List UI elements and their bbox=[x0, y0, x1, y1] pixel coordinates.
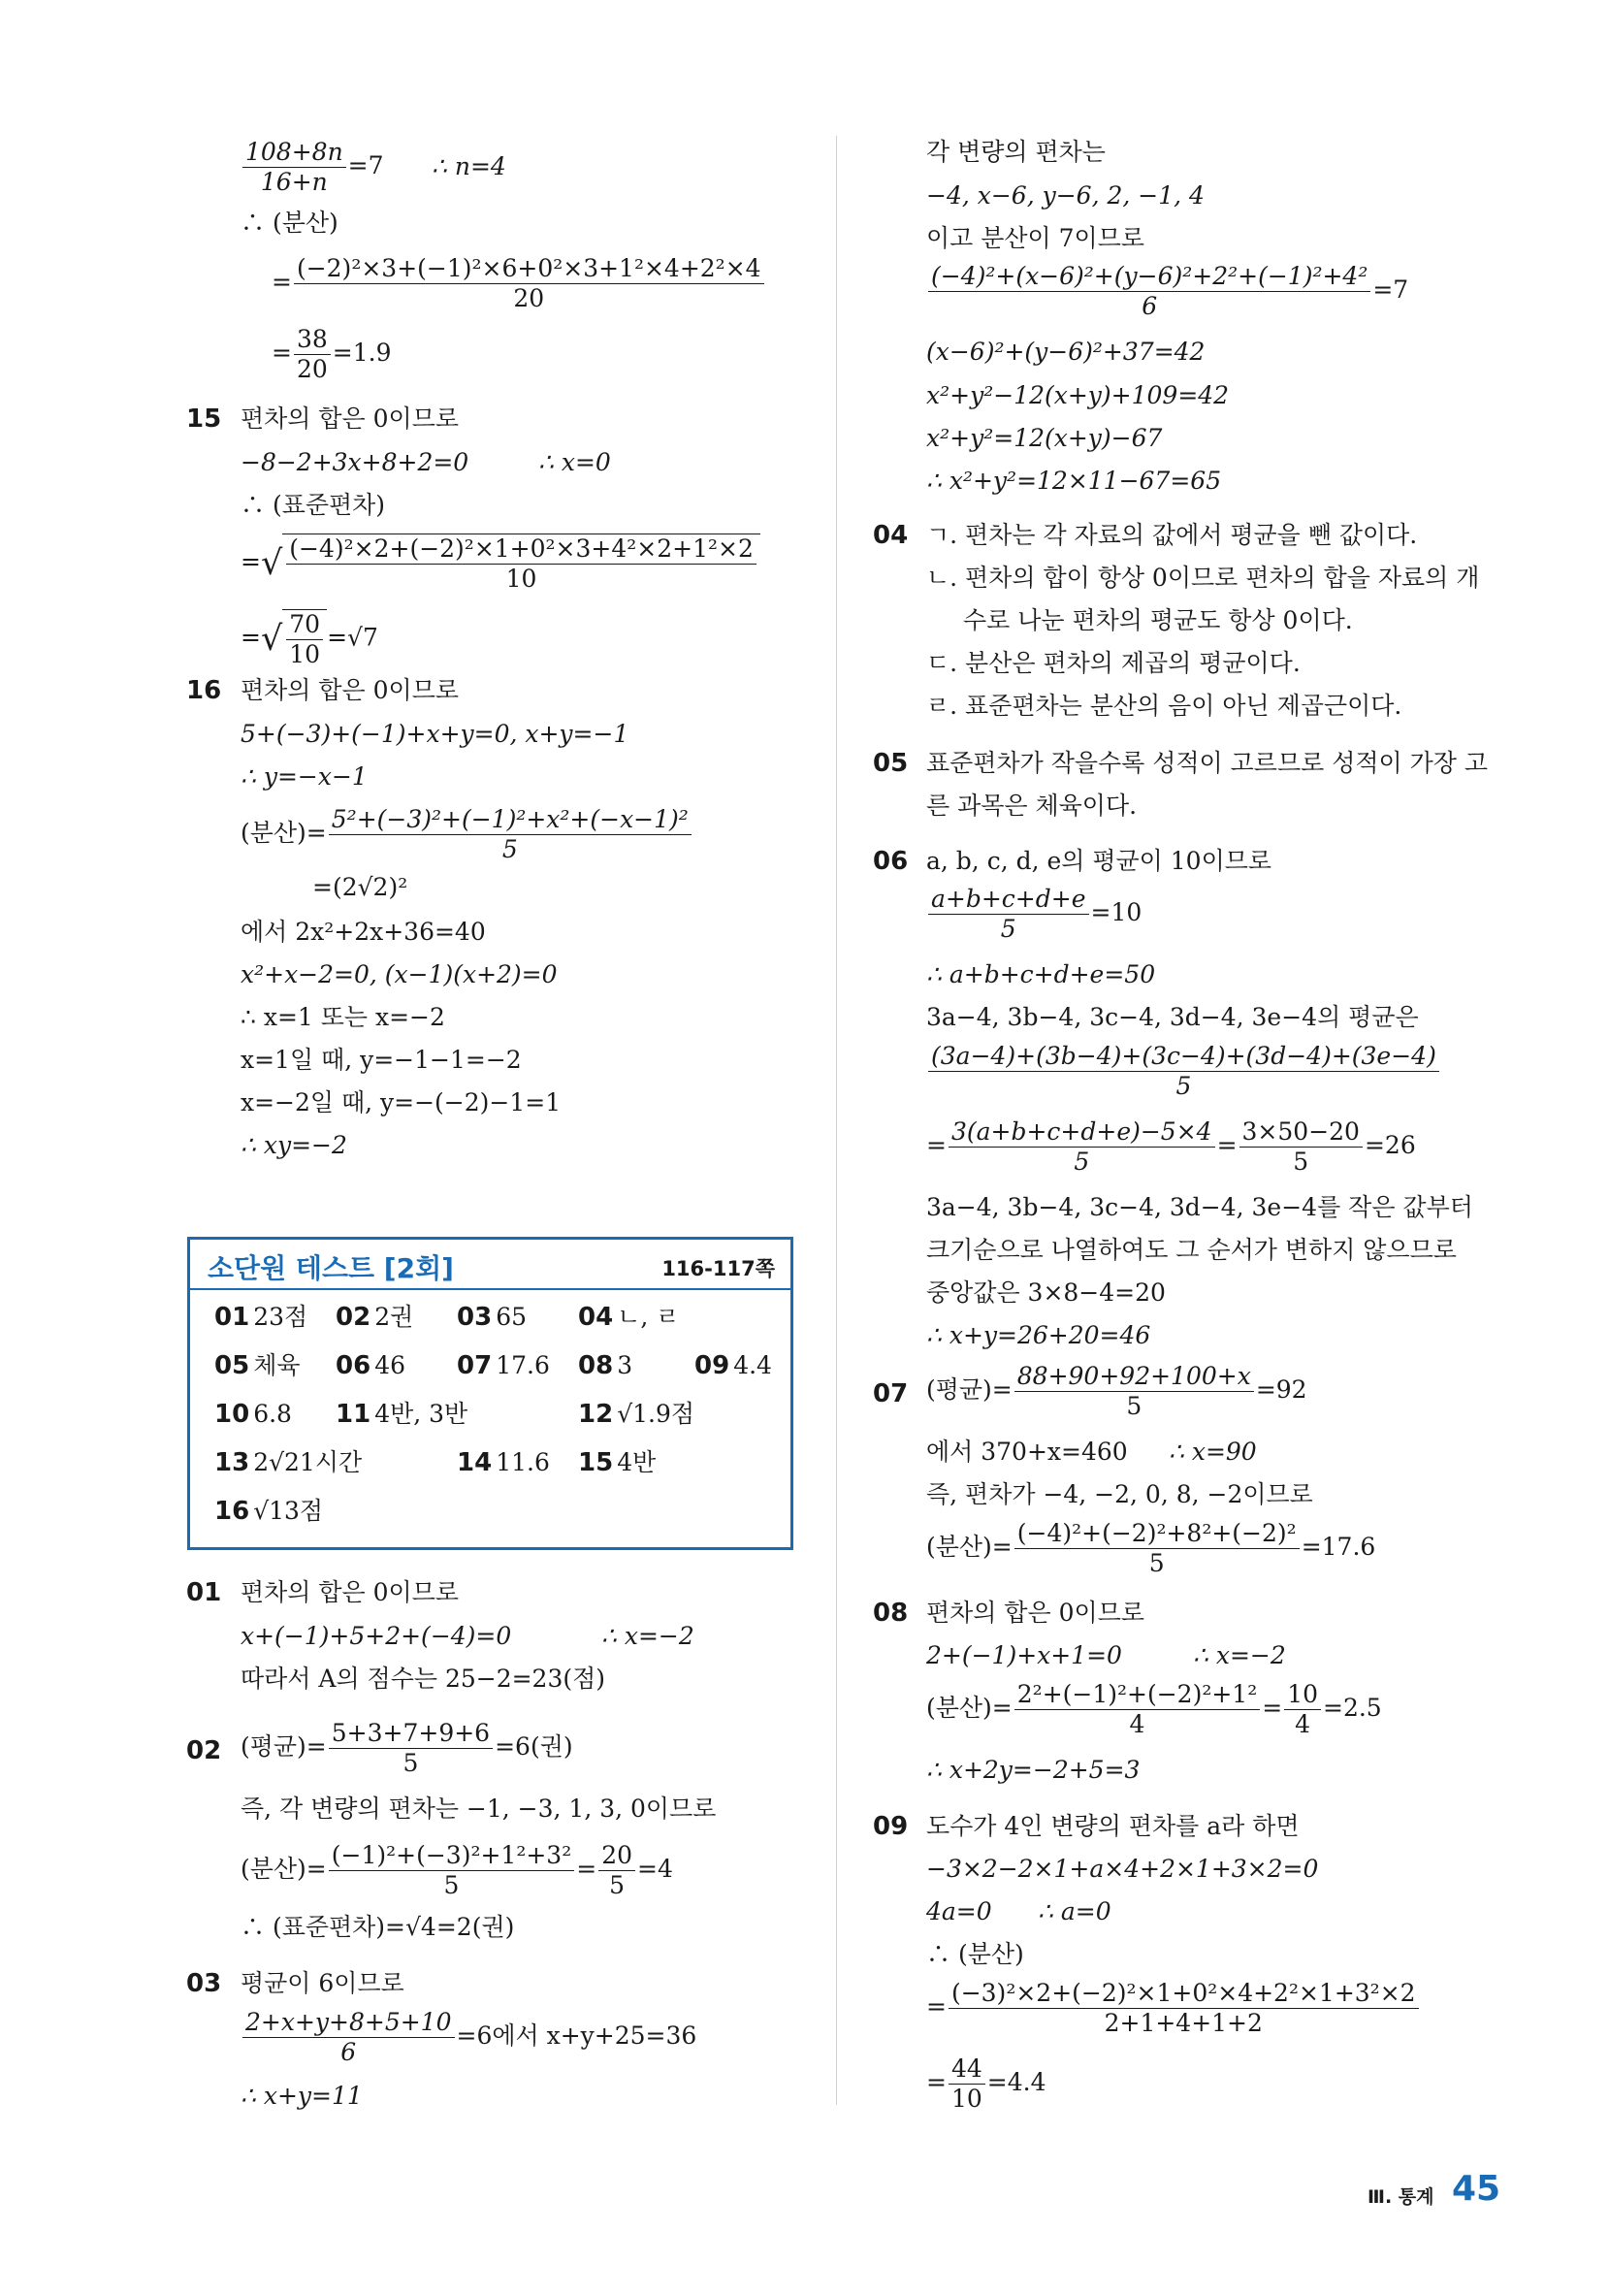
answer-item: 04 ㄴ, ㄹ bbox=[578, 1303, 680, 1332]
eq-line: $\frac{2+x+y+8+5+10}{6}$ =6에서 x+y+25=36 bbox=[241, 2008, 696, 2067]
eq-line: ∴ (표준편차)=√4=2(권) bbox=[241, 1913, 515, 1941]
eq-line: (x−6)²+(y−6)²+37=42 bbox=[926, 338, 1206, 366]
problem-number: 16 bbox=[186, 676, 222, 705]
text-line: 른 과목은 체육이다. bbox=[926, 792, 1138, 820]
text-line: 편차의 합은 0이므로 bbox=[926, 1599, 1144, 1627]
answer-item: 02 2권 bbox=[336, 1303, 414, 1332]
answer-item: 12 √1.9점 bbox=[578, 1400, 695, 1429]
eq-line: =(2√2)² bbox=[312, 873, 408, 901]
text-line: 수로 나눈 편차의 평균도 항상 0이다. bbox=[963, 606, 1353, 634]
answer-item: 13 2√21시간 bbox=[214, 1448, 363, 1477]
answer-item: 06 46 bbox=[336, 1351, 405, 1380]
text-line: 각 변량의 편차는 bbox=[926, 138, 1106, 166]
eq-line: x=1일 때, y=−1−1=−2 bbox=[241, 1046, 522, 1074]
text-line: 편차의 합은 0이므로 bbox=[241, 1578, 459, 1606]
eq-line: = $\frac{38}{20}$ =1.9 bbox=[272, 325, 392, 383]
text-line: ㄴ. 편차의 합이 항상 0이므로 편차의 합을 자료의 개 bbox=[926, 564, 1480, 592]
eq-line: = $\frac{\text{(−3)²×2+(−2)²×1+0²×4+2²×1+3²×2}}{2+1+4+1+2}$ bbox=[926, 1979, 1421, 2038]
text-line: ∴ (표준편차) bbox=[241, 491, 386, 519]
eq-line: ∴ x+y=26+20=46 bbox=[926, 1321, 1151, 1349]
text-line: 즉, 각 변량의 편차는 −1, −3, 1, 3, 0이므로 bbox=[241, 1795, 717, 1823]
eq-conclusion: ∴ n=4 bbox=[432, 152, 506, 180]
eq-line: (분산)= $\frac{\text{2²+(−1)²+(−2)²+1²}}{4}$ = $\frac{10}{4}$ =2.5 bbox=[926, 1680, 1382, 1738]
problem-number: 03 bbox=[186, 1969, 222, 1998]
answer-key-header bbox=[190, 1240, 790, 1290]
text-line: ∴ (분산) bbox=[926, 1940, 1024, 1968]
eq-line: ∴ x=1 또는 x=−2 bbox=[241, 1003, 445, 1031]
eq-line: = $\frac{\text{(−2)²×3+(−1)²×6+0²×3+1²×4+2²×4}}{20}$ bbox=[272, 254, 766, 313]
text-line: 평균이 6이므로 bbox=[241, 1969, 404, 1997]
eq-conclusion: ∴ x=−2 bbox=[601, 1622, 694, 1650]
answer-key-title: 소단원 테스트 [2회] bbox=[208, 1252, 454, 1284]
answer-item: 16 √13점 bbox=[214, 1497, 324, 1526]
section-label: Ⅲ. 통계 bbox=[1368, 2186, 1434, 2208]
text-line: 크기순으로 나열하여도 그 순서가 변하지 않으므로 bbox=[926, 1236, 1457, 1264]
eq-line: ∴ x+2y=−2+5=3 bbox=[926, 1756, 1141, 1784]
eq-line: ∴ y=−x−1 bbox=[241, 762, 368, 791]
answer-key-pages: 116-117쪽 bbox=[661, 1257, 775, 1280]
answer-item: 14 11.6 bbox=[457, 1448, 550, 1477]
eq-line: = $\frac{3(a+b+c+d+e)-5\times 4}{5}$ = $\frac{3\times 50-20}{5}$ =26 bbox=[926, 1117, 1416, 1176]
eq-line: $\frac{(3a-4)+(3b-4)+(3c-4)+(3d-4)+(3e-4)}{5}$ bbox=[926, 1042, 1441, 1101]
problem-number: 02 bbox=[186, 1736, 222, 1765]
problem-number: 04 bbox=[873, 521, 909, 550]
text-line: ㄱ. 편차는 각 자료의 값에서 평균을 뺀 값이다. bbox=[926, 521, 1418, 549]
text-line: 중앙값은 3×8−4=20 bbox=[926, 1278, 1166, 1307]
eq-line: 에서 2x²+2x+36=40 bbox=[241, 918, 486, 946]
eq-line: =√ $\frac{\text{(−4)²×2+(−2)²×1+0²×3+4²×2+1²×2}}{10}$ bbox=[241, 534, 760, 594]
problem-number: 08 bbox=[873, 1599, 909, 1628]
eq-line: (평균)= $\frac{88+90+92+100+x}{5}$ =92 bbox=[926, 1362, 1307, 1420]
eq-line: $\frac{\text{(−4)²+(x−6)²+(y−6)²+2²+(−1)²+4²}}{6}$ =7 bbox=[926, 262, 1408, 321]
eq-line: ∴ xy=−2 bbox=[241, 1131, 347, 1159]
answer-item: 03 65 bbox=[457, 1303, 527, 1332]
text-line: a, b, c, d, e의 평균이 10이므로 bbox=[926, 847, 1272, 875]
answer-item: 01 23점 bbox=[214, 1303, 308, 1332]
eq-line: $\frac{108+8n}{16+n}$ =7 bbox=[241, 138, 384, 197]
eq-line: −4, x−6, y−6, 2, −1, 4 bbox=[926, 181, 1205, 210]
eq-line: (분산)= $\frac{\text{5²+(−3)²+(−1)²+x²+(−x−1)²}}{5}$ bbox=[241, 805, 693, 864]
answer-key-box bbox=[187, 1237, 793, 1550]
text-line: 도수가 4인 변량의 편차를 a라 하면 bbox=[926, 1812, 1300, 1840]
eq-conclusion: ∴ x=90 bbox=[1169, 1438, 1257, 1466]
eq-line: 4a=0 bbox=[926, 1897, 992, 1925]
eq-line: x²+y²−12(x+y)+109=42 bbox=[926, 381, 1230, 409]
eq-line: ∴ x²+y²=12×11−67=65 bbox=[926, 467, 1222, 495]
problem-number: 06 bbox=[873, 847, 909, 876]
text-line: 편차의 합은 0이므로 bbox=[241, 404, 459, 433]
text-line: 표준편차가 작을수록 성적이 고르므로 성적이 가장 고 bbox=[926, 749, 1488, 777]
problem-number: 05 bbox=[873, 749, 909, 778]
eq-line: 5+(−3)+(−1)+x+y=0, x+y=−1 bbox=[241, 720, 629, 748]
text-line: 즉, 편차가 −4, −2, 0, 8, −2이므로 bbox=[926, 1480, 1313, 1508]
text-line: 편차의 합은 0이므로 bbox=[241, 676, 459, 704]
eq-line: x²+x−2=0, (x−1)(x+2)=0 bbox=[241, 960, 558, 988]
page-number: 45 bbox=[1452, 2169, 1501, 2209]
eq-line: 에서 370+x=460 bbox=[926, 1438, 1128, 1466]
eq-line: x²+y²=12(x+y)−67 bbox=[926, 424, 1163, 452]
eq-line: −8−2+3x+8+2=0 bbox=[241, 448, 469, 476]
text-line: ㄹ. 표준편차는 분산의 음이 아닌 제곱근이다. bbox=[926, 692, 1402, 720]
answer-item: 05 체육 bbox=[214, 1351, 301, 1380]
text-line: ∴ (분산) bbox=[241, 209, 338, 237]
answer-item: 09 4.4 bbox=[694, 1351, 772, 1380]
eq-line: ∴ x+y=11 bbox=[241, 2082, 363, 2110]
eq-line: $\frac{a+b+c+d+e}{5}$ =10 bbox=[926, 885, 1142, 944]
text-line: ㄷ. 분산은 편차의 제곱의 평균이다. bbox=[926, 649, 1301, 677]
answer-item: 07 17.6 bbox=[457, 1351, 550, 1380]
column-divider bbox=[836, 136, 837, 2105]
eq-line: −3×2−2×1+a×4+2×1+3×2=0 bbox=[926, 1855, 1319, 1883]
text-line: 따라서 A의 점수는 25−2=23(점) bbox=[241, 1665, 606, 1693]
eq-conclusion: ∴ x=−2 bbox=[1193, 1641, 1286, 1669]
answer-item: 08 3 bbox=[578, 1351, 633, 1380]
eq-line: =√ $\frac{70}{10}$ =√7 bbox=[241, 610, 378, 668]
answer-item: 15 4반 bbox=[578, 1448, 657, 1477]
problem-number: 07 bbox=[873, 1379, 909, 1408]
eq-conclusion: ∴ x=0 bbox=[538, 448, 611, 476]
answer-item: 11 4반, 3반 bbox=[336, 1400, 468, 1429]
problem-number: 01 bbox=[186, 1578, 222, 1607]
eq-line: x=−2일 때, y=−(−2)−1=1 bbox=[241, 1088, 562, 1116]
text-line: 3a−4, 3b−4, 3c−4, 3d−4, 3e−4의 평균은 bbox=[926, 1003, 1419, 1031]
text-line: 3a−4, 3b−4, 3c−4, 3d−4, 3e−4를 작은 값부터 bbox=[926, 1193, 1473, 1221]
eq-line: ∴ a+b+c+d+e=50 bbox=[926, 960, 1156, 988]
eq-line: = $\frac{44}{10}$ =4.4 bbox=[926, 2054, 1046, 2113]
eq-line: x+(−1)+5+2+(−4)=0 bbox=[241, 1622, 512, 1650]
eq-conclusion: ∴ a=0 bbox=[1038, 1897, 1111, 1925]
eq-line: (분산)= $\frac{\text{(−4)²+(−2)²+8²+(−2)²}}{5}$ =17.6 bbox=[926, 1519, 1376, 1577]
answer-item: 10 6.8 bbox=[214, 1400, 292, 1429]
problem-number: 09 bbox=[873, 1812, 909, 1841]
eq-line: 2+(−1)+x+1=0 bbox=[926, 1641, 1122, 1669]
eq-line: (평균)= $\frac{5+3+7+9+6}{5}$ =6(권) bbox=[241, 1719, 573, 1777]
problem-number: 15 bbox=[186, 404, 222, 434]
text-line: 이고 분산이 7이므로 bbox=[926, 224, 1144, 252]
eq-line: (분산)= $\frac{\text{(−1)²+(−3)²+1²+3²}}{5}$ = $\frac{20}{5}$ =4 bbox=[241, 1841, 673, 1899]
